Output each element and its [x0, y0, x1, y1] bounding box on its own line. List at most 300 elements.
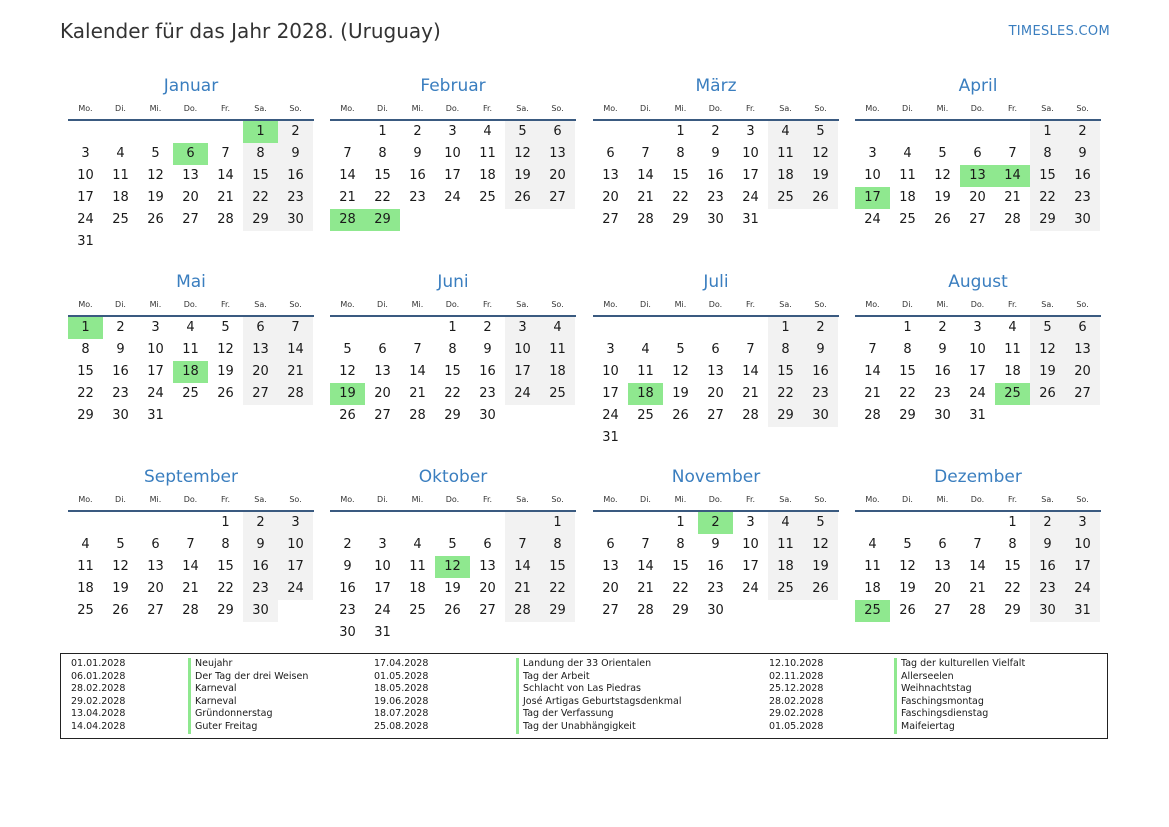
day-cell: 22 — [1030, 187, 1065, 209]
empty-cell — [400, 512, 435, 534]
day-cell: 30 — [803, 405, 838, 427]
holiday-day-cell: 29 — [365, 209, 400, 231]
day-cell: 3 — [1065, 512, 1100, 534]
holiday-name: Allerseelen — [894, 671, 1025, 684]
day-cell: 24 — [77, 212, 94, 227]
holiday-date: 18.05.2028 — [374, 683, 429, 695]
day-cell: 18 — [479, 168, 496, 183]
day-cell: 5 — [1030, 317, 1065, 339]
weekday-label: Do. — [183, 495, 198, 504]
day-cell: 2 — [243, 512, 278, 534]
holiday-date: 25.12.2028 — [769, 683, 824, 695]
day-cell: 30 — [1065, 209, 1100, 231]
weekday-label: Sa. — [516, 495, 529, 504]
day-grid — [68, 512, 314, 622]
day-cell: 4 — [868, 537, 877, 552]
weekday-label: Sa. — [516, 300, 529, 309]
day-cell: 25 — [637, 408, 654, 423]
day-grid — [855, 317, 1101, 427]
day-cell: 17 — [505, 361, 540, 383]
day-cell: 23 — [707, 581, 724, 596]
day-grid — [855, 121, 1101, 231]
day-cell: 22 — [672, 190, 689, 205]
day-cell: 14 — [505, 556, 540, 578]
weekday-header — [855, 99, 1101, 121]
day-cell: 19 — [899, 581, 916, 596]
day-cell: 3 — [151, 320, 160, 335]
day-cell: 14 — [742, 364, 759, 379]
day-cell: 19 — [217, 364, 234, 379]
holiday-date: 28.02.2028 — [769, 695, 824, 707]
day-cell: 31 — [1065, 600, 1100, 622]
day-cell: 3 — [448, 124, 457, 139]
holiday-date-column — [374, 658, 428, 734]
weekday-label: Sa. — [779, 104, 792, 113]
day-cell: 3 — [606, 342, 615, 357]
day-grid — [68, 317, 314, 427]
day-cell: 8 — [676, 146, 685, 161]
day-cell: 8 — [221, 537, 230, 552]
empty-cell — [68, 512, 103, 534]
holiday-date: 06.01.2028 — [71, 670, 126, 682]
holiday-date-column — [769, 658, 823, 734]
holiday-day-cell: 17 — [855, 187, 890, 209]
weekday-label: So. — [551, 104, 564, 113]
day-cell: 29 — [899, 408, 916, 423]
day-cell: 26 — [217, 386, 234, 401]
day-cell: 23 — [707, 190, 724, 205]
day-cell: 6 — [606, 146, 615, 161]
day-cell: 11 — [899, 168, 916, 183]
day-cell: 28 — [409, 408, 426, 423]
empty-cell — [330, 512, 365, 534]
day-cell: 27 — [479, 603, 496, 618]
day-cell: 21 — [217, 190, 234, 205]
weekday-label: Fr. — [745, 104, 756, 113]
day-cell: 7 — [413, 342, 422, 357]
day-cell: 31 — [969, 408, 986, 423]
day-cell: 15 — [1030, 165, 1065, 187]
day-cell: 6 — [606, 537, 615, 552]
day-cell: 19 — [444, 581, 461, 596]
day-cell: 11 — [1004, 342, 1021, 357]
day-cell: 31 — [602, 430, 619, 445]
day-cell: 21 — [278, 361, 313, 383]
weekday-label: Fr. — [220, 104, 231, 113]
day-cell: 11 — [864, 559, 881, 574]
day-cell: 9 — [116, 342, 125, 357]
weekday-label: Sa. — [1041, 300, 1054, 309]
day-cell: 19 — [672, 386, 689, 401]
day-grid — [330, 317, 576, 427]
empty-cell — [103, 121, 138, 143]
day-cell: 28 — [217, 212, 234, 227]
holiday-date: 13.04.2028 — [71, 708, 126, 720]
day-cell: 9 — [413, 146, 422, 161]
day-cell: 6 — [973, 146, 982, 161]
day-cell: 29 — [77, 408, 94, 423]
weekday-label: Mo. — [78, 300, 93, 309]
weekday-label: So. — [1076, 300, 1089, 309]
day-cell: 5 — [505, 121, 540, 143]
holiday-date: 25.08.2028 — [374, 720, 429, 732]
day-cell: 3 — [81, 146, 90, 161]
day-cell: 13 — [934, 559, 951, 574]
day-cell: 20 — [707, 386, 724, 401]
day-cell: 28 — [742, 408, 759, 423]
day-cell: 5 — [343, 342, 352, 357]
weekday-header — [330, 295, 576, 317]
weekday-label: Do. — [708, 495, 723, 504]
day-cell: 3 — [868, 146, 877, 161]
month-name: August — [948, 272, 1008, 292]
day-cell: 2 — [803, 317, 838, 339]
day-cell: 27 — [243, 383, 278, 405]
holiday-name: Neujahr — [188, 658, 308, 671]
day-cell: 4 — [540, 317, 575, 339]
empty-cell — [470, 512, 505, 534]
day-cell: 14 — [637, 168, 654, 183]
month-4 — [855, 73, 1101, 231]
weekday-label: Fr. — [745, 495, 756, 504]
day-cell: 27 — [969, 212, 986, 227]
day-cell: 12 — [217, 342, 234, 357]
day-cell: 21 — [864, 386, 881, 401]
day-cell: 8 — [448, 342, 457, 357]
day-cell: 29 — [540, 600, 575, 622]
day-cell: 6 — [378, 342, 387, 357]
day-cell: 10 — [147, 342, 164, 357]
day-cell: 16 — [707, 168, 724, 183]
empty-cell — [960, 512, 995, 534]
day-cell: 15 — [374, 168, 391, 183]
weekday-label: Sa. — [1041, 495, 1054, 504]
holiday-day-cell: 13 — [960, 165, 995, 187]
day-cell: 9 — [483, 342, 492, 357]
day-cell: 12 — [672, 364, 689, 379]
empty-cell — [365, 317, 400, 339]
empty-cell — [505, 512, 540, 534]
day-cell: 14 — [637, 559, 654, 574]
weekday-label: So. — [289, 104, 302, 113]
weekday-label: Mo. — [78, 495, 93, 504]
weekday-header — [593, 295, 839, 317]
month-11 — [593, 464, 839, 622]
month-7 — [593, 269, 839, 449]
weekday-label: Do. — [970, 300, 985, 309]
day-cell: 1 — [903, 320, 912, 335]
empty-cell — [173, 121, 208, 143]
weekday-label: Di. — [640, 300, 651, 309]
day-cell: 27 — [374, 408, 391, 423]
weekday-label: Do. — [183, 300, 198, 309]
weekday-label: So. — [1076, 104, 1089, 113]
day-cell: 9 — [243, 534, 278, 556]
weekday-label: So. — [551, 495, 564, 504]
day-cell: 28 — [1004, 212, 1021, 227]
holiday-legend — [60, 653, 1108, 739]
day-cell: 15 — [77, 364, 94, 379]
day-cell: 1 — [1008, 515, 1017, 530]
day-cell: 11 — [540, 339, 575, 361]
holiday-name: José Artigas Geburtstagsdenkmal — [516, 696, 682, 709]
day-cell: 25 — [409, 603, 426, 618]
day-cell: 15 — [768, 361, 803, 383]
weekday-label: Do. — [708, 104, 723, 113]
day-cell: 2 — [116, 320, 125, 335]
day-cell: 25 — [768, 187, 803, 209]
day-cell: 19 — [147, 190, 164, 205]
day-cell: 1 — [448, 320, 457, 335]
day-cell: 18 — [77, 581, 94, 596]
day-cell: 3 — [746, 515, 755, 530]
day-cell: 30 — [278, 209, 313, 231]
day-cell: 30 — [707, 603, 724, 618]
month-name: Juli — [703, 272, 729, 292]
day-cell: 11 — [77, 559, 94, 574]
month-9 — [68, 464, 314, 622]
month-name: Mai — [176, 272, 206, 292]
empty-cell — [138, 512, 173, 534]
day-cell: 16 — [339, 581, 356, 596]
day-cell: 26 — [803, 187, 838, 209]
day-grid — [330, 512, 576, 644]
month-name: Dezember — [934, 467, 1022, 487]
day-cell: 1 — [221, 515, 230, 530]
day-cell: 22 — [243, 187, 278, 209]
day-cell: 14 — [278, 339, 313, 361]
day-cell: 22 — [374, 190, 391, 205]
day-grid — [330, 121, 576, 231]
day-cell: 15 — [899, 364, 916, 379]
weekday-label: So. — [1076, 495, 1089, 504]
day-cell: 10 — [278, 534, 313, 556]
day-cell: 21 — [409, 386, 426, 401]
day-cell: 17 — [147, 364, 164, 379]
day-cell: 13 — [602, 559, 619, 574]
holiday-name: Tag der kulturellen Vielfalt — [894, 658, 1025, 671]
empty-cell — [855, 317, 890, 339]
day-cell: 4 — [768, 121, 803, 143]
day-cell: 19 — [934, 190, 951, 205]
holiday-day-cell: 12 — [435, 556, 470, 578]
day-cell: 22 — [540, 578, 575, 600]
day-cell: 25 — [182, 386, 199, 401]
day-cell: 22 — [444, 386, 461, 401]
day-cell: 1 — [1030, 121, 1065, 143]
day-cell: 18 — [864, 581, 881, 596]
weekday-label: Mo. — [603, 300, 618, 309]
weekday-label: Mo. — [78, 104, 93, 113]
day-cell: 5 — [448, 537, 457, 552]
weekday-label: Mi. — [149, 104, 162, 113]
day-grid — [593, 512, 839, 622]
day-cell: 5 — [151, 146, 160, 161]
day-cell: 2 — [1065, 121, 1100, 143]
day-cell: 5 — [676, 342, 685, 357]
day-cell: 9 — [1065, 143, 1100, 165]
weekday-label: Fr. — [482, 300, 493, 309]
month-12 — [855, 464, 1101, 622]
day-cell: 25 — [77, 603, 94, 618]
empty-cell — [593, 512, 628, 534]
month-name: März — [695, 76, 737, 96]
empty-cell — [628, 512, 663, 534]
weekday-label: Fr. — [220, 495, 231, 504]
day-cell: 6 — [151, 537, 160, 552]
day-cell: 21 — [969, 581, 986, 596]
weekday-label: Sa. — [516, 104, 529, 113]
day-cell: 26 — [1030, 383, 1065, 405]
holiday-name: Faschingsmontag — [894, 696, 1025, 709]
weekday-header — [855, 295, 1101, 317]
day-cell: 30 — [1030, 600, 1065, 622]
day-cell: 27 — [147, 603, 164, 618]
day-cell: 5 — [221, 320, 230, 335]
weekday-label: Di. — [377, 300, 388, 309]
day-cell: 23 — [112, 386, 129, 401]
day-cell: 20 — [934, 581, 951, 596]
day-cell: 9 — [1030, 534, 1065, 556]
day-cell: 23 — [479, 386, 496, 401]
weekday-label: Do. — [970, 104, 985, 113]
day-cell: 21 — [742, 386, 759, 401]
day-cell: 23 — [243, 578, 278, 600]
holiday-date: 17.04.2028 — [374, 658, 429, 669]
holiday-date: 01.05.2028 — [374, 670, 429, 682]
day-cell: 28 — [969, 603, 986, 618]
day-cell: 17 — [742, 168, 759, 183]
day-cell: 20 — [540, 165, 575, 187]
month-10 — [330, 464, 576, 644]
day-cell: 16 — [1030, 556, 1065, 578]
day-cell: 23 — [409, 190, 426, 205]
weekday-label: Mi. — [149, 495, 162, 504]
holiday-name: Schlacht von Las Piedras — [516, 683, 682, 696]
day-cell: 29 — [217, 603, 234, 618]
day-cell: 1 — [676, 124, 685, 139]
day-grid — [855, 512, 1101, 622]
day-cell: 23 — [339, 603, 356, 618]
day-cell: 25 — [768, 578, 803, 600]
day-cell: 6 — [711, 342, 720, 357]
day-cell: 26 — [444, 603, 461, 618]
day-cell: 2 — [343, 537, 352, 552]
day-cell: 29 — [672, 603, 689, 618]
brand-link[interactable]: TIMESLES.COM — [1008, 24, 1110, 39]
weekday-label: So. — [814, 104, 827, 113]
day-cell: 1 — [540, 512, 575, 534]
month-3 — [593, 73, 839, 231]
month-2 — [330, 73, 576, 231]
weekday-label: Sa. — [779, 300, 792, 309]
day-cell: 4 — [186, 320, 195, 335]
empty-cell — [698, 317, 733, 339]
weekday-label: Mi. — [149, 300, 162, 309]
day-cell: 11 — [409, 559, 426, 574]
day-cell: 20 — [243, 361, 278, 383]
day-cell: 24 — [374, 603, 391, 618]
holiday-date-column — [71, 658, 125, 734]
day-cell: 19 — [803, 165, 838, 187]
weekday-label: Mo. — [865, 104, 880, 113]
day-cell: 20 — [602, 190, 619, 205]
empty-cell — [173, 512, 208, 534]
holiday-name: Landung der 33 Orientalen — [516, 658, 682, 671]
month-name: April — [958, 76, 998, 96]
weekday-label: So. — [551, 300, 564, 309]
day-cell: 12 — [505, 143, 540, 165]
day-cell: 21 — [637, 190, 654, 205]
holiday-name: Maifeiertag — [894, 721, 1025, 734]
holiday-day-cell: 14 — [995, 165, 1030, 187]
day-cell: 19 — [112, 581, 129, 596]
day-cell: 7 — [641, 537, 650, 552]
empty-cell — [435, 512, 470, 534]
day-cell: 23 — [803, 383, 838, 405]
day-cell: 20 — [1065, 361, 1100, 383]
day-cell: 13 — [147, 559, 164, 574]
day-grid — [593, 317, 839, 449]
day-cell: 21 — [637, 581, 654, 596]
day-cell: 9 — [803, 339, 838, 361]
weekday-header — [330, 99, 576, 121]
day-cell: 18 — [1004, 364, 1021, 379]
day-cell: 4 — [81, 537, 90, 552]
day-cell: 13 — [479, 559, 496, 574]
weekday-label: Mi. — [936, 495, 949, 504]
day-cell: 31 — [742, 212, 759, 227]
day-cell: 16 — [112, 364, 129, 379]
weekday-label: Sa. — [779, 495, 792, 504]
day-cell: 26 — [339, 408, 356, 423]
day-cell: 30 — [707, 212, 724, 227]
holiday-date: 18.07.2028 — [374, 708, 429, 720]
empty-cell — [593, 317, 628, 339]
holiday-day-cell: 28 — [330, 209, 365, 231]
day-cell: 15 — [444, 364, 461, 379]
day-cell: 28 — [637, 212, 654, 227]
day-cell: 18 — [768, 556, 803, 578]
day-cell: 16 — [707, 559, 724, 574]
weekday-label: Mo. — [340, 300, 355, 309]
weekday-label: Sa. — [254, 104, 267, 113]
day-cell: 19 — [803, 556, 838, 578]
empty-cell — [890, 121, 925, 143]
day-cell: 15 — [243, 165, 278, 187]
day-cell: 26 — [112, 603, 129, 618]
day-cell: 19 — [505, 165, 540, 187]
weekday-header — [68, 295, 314, 317]
empty-cell — [628, 121, 663, 143]
month-8 — [855, 269, 1101, 427]
day-cell: 24 — [1065, 578, 1100, 600]
day-cell: 9 — [278, 143, 313, 165]
day-cell: 7 — [186, 537, 195, 552]
day-cell: 3 — [278, 512, 313, 534]
day-cell: 10 — [742, 537, 759, 552]
day-cell: 28 — [864, 408, 881, 423]
day-cell: 11 — [479, 146, 496, 161]
day-cell: 25 — [540, 383, 575, 405]
holiday-date: 19.06.2028 — [374, 695, 429, 707]
day-cell: 9 — [343, 559, 352, 574]
day-cell: 9 — [711, 146, 720, 161]
day-cell: 17 — [444, 168, 461, 183]
weekday-label: Di. — [115, 104, 126, 113]
day-cell: 29 — [1004, 603, 1021, 618]
day-cell: 12 — [1030, 339, 1065, 361]
